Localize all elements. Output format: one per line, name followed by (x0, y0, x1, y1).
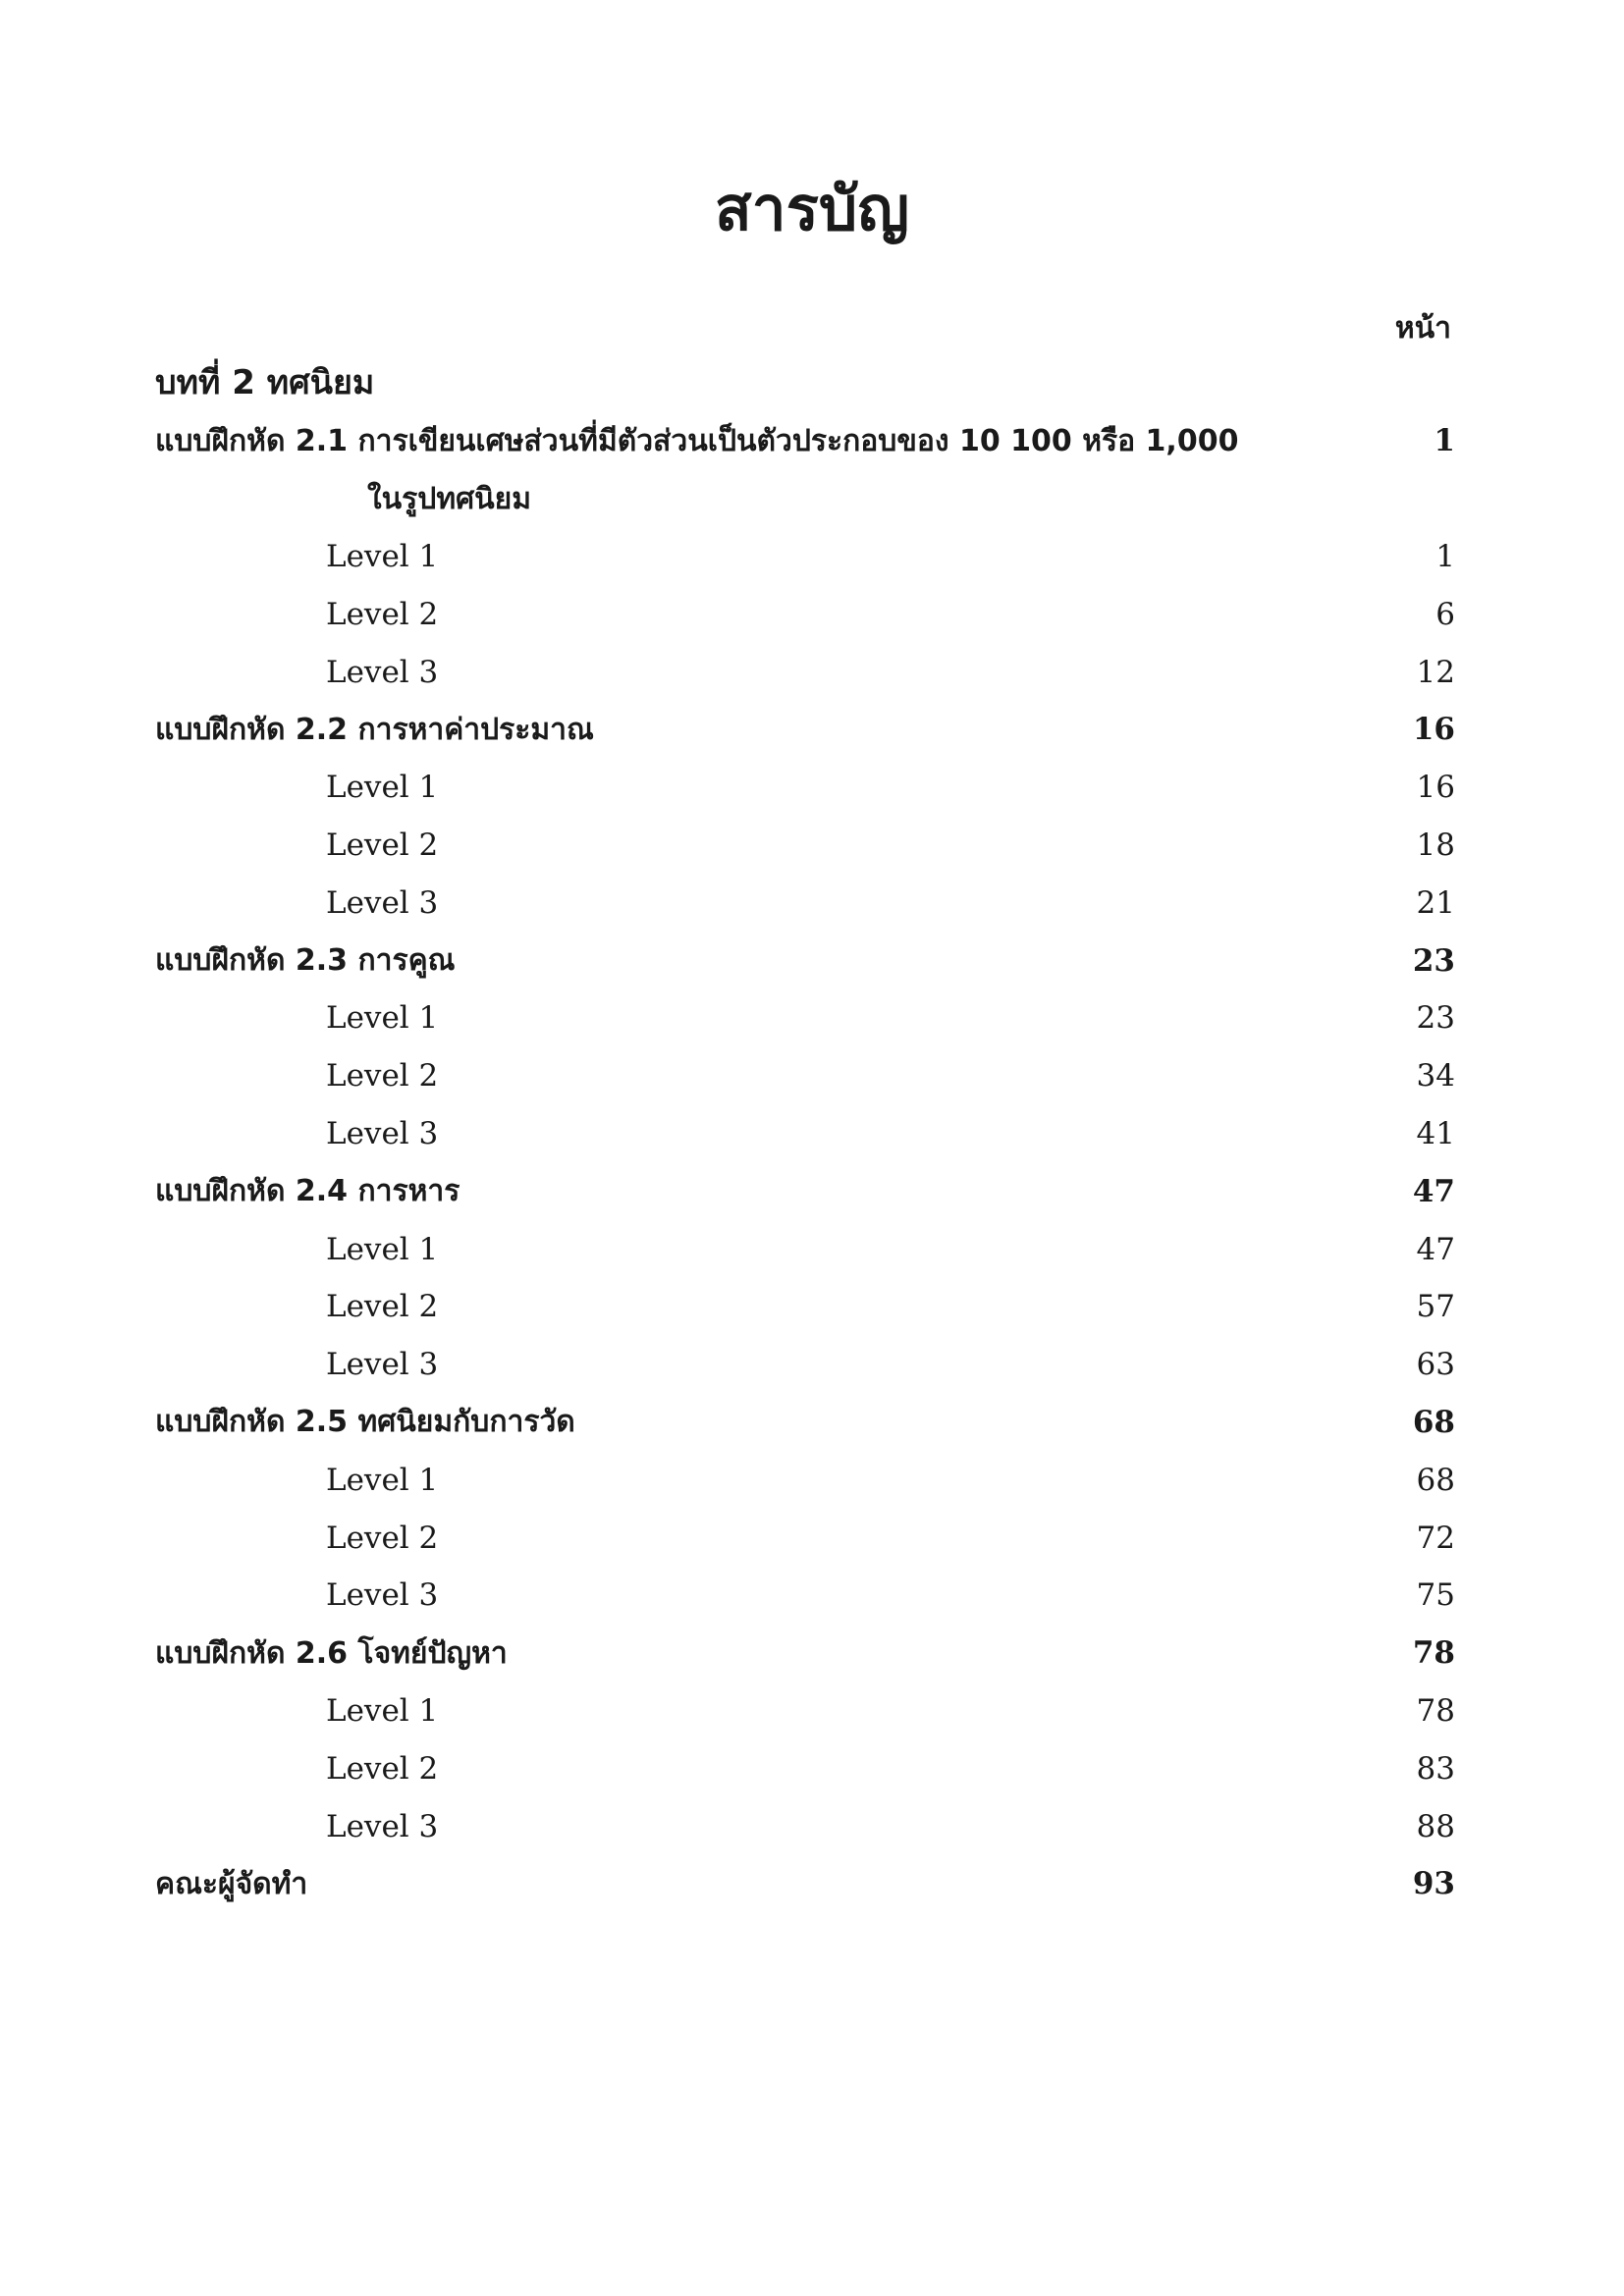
toc-level-label: Level 3 (326, 1347, 439, 1383)
toc-level-page: 75 (1416, 1577, 1455, 1614)
toc-level-item[interactable] (155, 643, 1455, 701)
toc-level-label: Level 1 (326, 1692, 439, 1729)
toc-section-page: 16 (1412, 712, 1455, 748)
toc-level-label: Level 2 (326, 827, 439, 863)
toc-section-label: แบบฝึกหัด 2.1 การเขียนเศษส่วนที่มีตัวส่วนเป็นตัวประกอบของ 10 100 หรือ 1,000 (155, 423, 1239, 458)
toc-level-item[interactable] (155, 1567, 1455, 1625)
toc-level-item[interactable] (155, 1682, 1455, 1740)
toc-level-page: 12 (1416, 654, 1455, 690)
toc-level-page: 23 (1416, 1000, 1455, 1037)
chapter-heading: บทที่ 2 ทศนิยม (155, 363, 375, 402)
toc-level-page: 41 (1416, 1115, 1455, 1151)
toc-level-page: 18 (1416, 827, 1455, 863)
toc-level-page: 16 (1416, 770, 1455, 806)
toc-level-item[interactable] (155, 874, 1455, 932)
toc-section-continuation (155, 470, 1455, 528)
toc-level-label: Level 1 (326, 1462, 439, 1498)
toc-section-label: แบบฝึกหัด 2.4 การหาร (155, 1174, 460, 1209)
toc-section-page: 68 (1412, 1404, 1455, 1440)
toc-level-page: 88 (1416, 1808, 1455, 1844)
toc-level-label: Level 2 (326, 1289, 439, 1325)
toc-level-label: Level 3 (326, 1808, 439, 1844)
toc-level-item[interactable] (155, 585, 1455, 643)
toc-level-page: 83 (1416, 1750, 1455, 1787)
toc-level-item[interactable] (155, 1509, 1455, 1567)
toc-level-label: Level 1 (326, 538, 439, 574)
toc-credits-label: คณะผู้จัดทำ (155, 1866, 308, 1901)
toc-level-page: 68 (1416, 1462, 1455, 1498)
toc-section-page: 78 (1412, 1635, 1455, 1672)
toc-section-page: 47 (1412, 1173, 1455, 1209)
toc-level-label: Level 3 (326, 884, 439, 921)
toc-level-item[interactable] (155, 1336, 1455, 1394)
toc-level-item[interactable] (155, 759, 1455, 817)
toc-level-label: Level 2 (326, 1058, 439, 1095)
toc-section-2-1[interactable] (155, 412, 1455, 470)
page-title: สารบัญ (714, 173, 910, 244)
toc-level-item[interactable] (155, 1105, 1455, 1163)
toc-section-2-6[interactable] (155, 1625, 1455, 1682)
toc-level-page: 57 (1416, 1289, 1455, 1325)
toc-section-label: แบบฝึกหัด 2.5 ทศนิยมกับการวัด (155, 1405, 575, 1440)
toc-level-item[interactable] (155, 817, 1455, 875)
toc-level-item[interactable] (155, 1047, 1455, 1105)
toc-level-page: 78 (1416, 1692, 1455, 1729)
toc-level-page: 72 (1416, 1520, 1455, 1556)
toc-section-2-5[interactable] (155, 1394, 1455, 1452)
toc-level-page: 1 (1435, 538, 1455, 574)
toc-level-item[interactable] (155, 1278, 1455, 1336)
toc-section-label: แบบฝึกหัด 2.2 การหาค่าประมาณ (155, 712, 594, 747)
toc-level-item[interactable] (155, 1797, 1455, 1855)
toc-section-page: 1 (1434, 423, 1455, 459)
toc-level-label: Level 2 (326, 1520, 439, 1556)
toc-section-label: แบบฝึกหัด 2.6 โจทย์ปัญหา (155, 1635, 508, 1671)
toc-level-item[interactable] (155, 1220, 1455, 1278)
toc-section-2-4[interactable] (155, 1162, 1455, 1220)
toc-level-label: Level 3 (326, 1115, 439, 1151)
toc-level-label: Level 3 (326, 654, 439, 690)
toc-level-page: 63 (1416, 1347, 1455, 1383)
toc-level-label: Level 1 (326, 1000, 439, 1037)
toc-level-page: 34 (1416, 1058, 1455, 1095)
toc-section-2-2[interactable] (155, 701, 1455, 759)
toc-level-label: Level 2 (326, 596, 439, 632)
toc-level-label: Level 1 (326, 770, 439, 806)
toc-level-item[interactable] (155, 1739, 1455, 1797)
toc-level-label: Level 3 (326, 1577, 439, 1614)
toc-credits[interactable] (155, 1855, 1455, 1913)
toc-level-item[interactable] (155, 528, 1455, 586)
toc-section-label: แบบฝึกหัด 2.3 การคูณ (155, 943, 456, 979)
toc-level-item[interactable] (155, 989, 1455, 1047)
toc-level-label: Level 2 (326, 1750, 439, 1787)
toc-level-page: 6 (1435, 596, 1455, 632)
toc-section-2-3[interactable] (155, 932, 1455, 989)
toc-list (155, 412, 1455, 1913)
toc-credits-page: 93 (1412, 1866, 1455, 1902)
toc-section-page: 23 (1412, 942, 1455, 979)
toc-level-page: 21 (1416, 884, 1455, 921)
page-column-header: หน้า (1394, 311, 1451, 346)
toc-section-label-continuation: ในรูปทศนิยม (367, 481, 531, 516)
toc-level-label: Level 1 (326, 1231, 439, 1267)
toc-level-item[interactable] (155, 1451, 1455, 1509)
toc-level-page: 47 (1416, 1231, 1455, 1267)
